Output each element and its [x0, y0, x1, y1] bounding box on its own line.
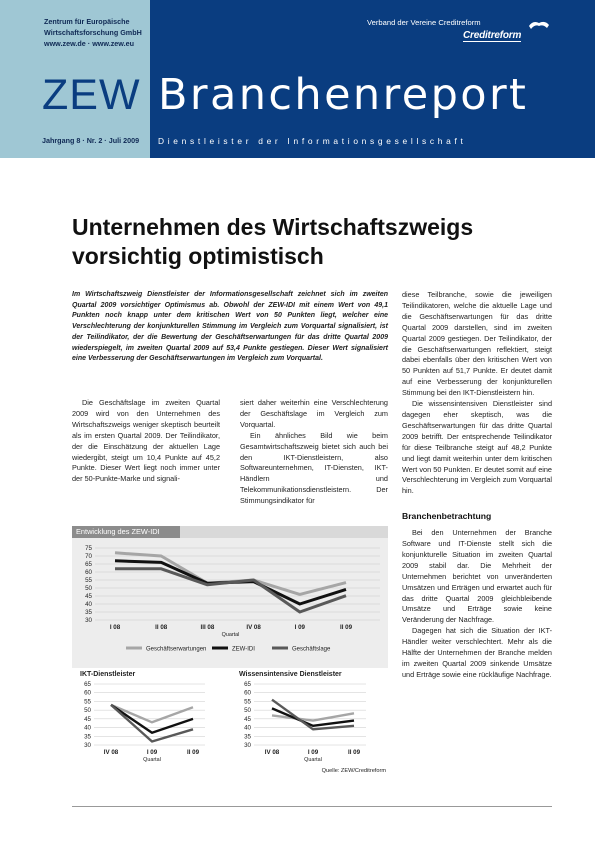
chart-wissensintensive: [239, 671, 366, 763]
chart-zew-idi: [85, 545, 380, 638]
col2-paragraph-1: siert daher weiterhin eine Verschlechterung der Geschäftslage im Vergleich zum Vorquartal.: [240, 398, 388, 429]
y-tick-label: 70: [85, 553, 92, 560]
chart-ikt-title: IKT-Dienstleister: [80, 671, 136, 678]
section-heading-branchenbetrachtung: Branchenbetrachtung: [402, 511, 492, 522]
verband-label: Verband der Vereine Creditreform: [367, 18, 481, 27]
x-tick-label: II 08: [155, 624, 168, 631]
creditreform-logo-word: Creditreform: [463, 30, 522, 41]
y-tick-label: 35: [85, 609, 92, 616]
x-tick-label: IV 08: [264, 749, 280, 756]
x-tick-label: I 08: [109, 624, 121, 631]
zew-wordmark: ZEW: [42, 71, 141, 119]
x-tick-label: II 09: [347, 749, 361, 756]
y-tick-label: 50: [244, 707, 251, 715]
x-axis-label: Quartal: [143, 757, 161, 763]
headline-line2: vorsichtig optimistisch: [72, 243, 324, 269]
y-tick-label: 60: [244, 689, 251, 697]
y-tick-label: 35: [244, 733, 251, 741]
chart-title: Entwicklung des ZEW-IDI: [72, 526, 180, 538]
x-tick-label: I 09: [294, 624, 305, 631]
col3-paragraph-2: Die wissensintensiven Dienstleister sind dagegen eher skeptisch, was die Geschäftserwartungen für das dritte Quartal 2009 betrifft. Der entsprechende Teilindikator für diese Teilbranche steigt auf 48,2 Punkte und liegt damit weiterhin unter dem kritischen Wert von 50 Punkten. Er deutet somit auf eine Verschlechterung im Vergleich zum Vorquartal hin.: [402, 399, 552, 496]
col3-paragraph-3: Bei den Unternehmen der Branche Software und IT-Dienste stellt sich die konjunkturelle Situation im zweiten Quartal 2009 stabil dar. Die Mehrheit der Unternehmen berichtet von unveränderten Umsätzen und Erträgen und erwartet auch für das dritte Quartal 2009 gleichbleibende Umsätze und Erträge sowie keine Veränderung der Nachfrage.: [402, 528, 552, 625]
legend-label-1: ZEW-IDI: [232, 646, 255, 653]
y-tick-label: 55: [244, 698, 251, 706]
y-tick-label: 40: [244, 724, 251, 732]
y-tick-label: 55: [85, 577, 92, 584]
y-tick-label: 45: [244, 715, 251, 723]
headline-line1: Unternehmen des Wirtschaftszweigs: [72, 214, 474, 240]
report-title: Branchenreport: [158, 70, 529, 120]
y-tick-label: 60: [85, 569, 92, 576]
x-tick-label: I 09: [307, 749, 319, 756]
chart-source: Quelle: ZEW/Creditreform: [321, 768, 386, 774]
chart-legend: [126, 647, 331, 653]
legend-label-0: Geschäftserwartungen: [146, 646, 207, 653]
x-axis-label: Quartal: [304, 757, 322, 763]
legend-label-2: Geschäftslage: [292, 646, 331, 653]
y-tick-label: 30: [85, 617, 92, 624]
col2-paragraph-2: Ein ähnliches Bild wie beim Gesamtwirtschaftszweig bietet sich auch bei den IKT-Dienstleistern, also Softwareunternehmen, IT-Diensten, IKT-Händlern und Telekommunikationsdienstleistern. Der Stimmungsindikator für: [240, 430, 388, 506]
col1-paragraph: Die Geschäftslage im zweiten Quartal 2009 wird von den Unternehmen des Wirtschaftszweigs weniger skeptisch beurteilt als im ersten Quartal 2009. Der Teilindikator, der die Einschätzung der aktuellen Lage wiedergibt, steigt um 10,4 Punkte auf 45,2 Punkte. Dieser Wert liegt noch immer unter der 50-Punkte-Marke und signali-: [72, 398, 220, 484]
chart-ikt-dienstleister: [80, 671, 205, 763]
y-tick-label: 30: [244, 742, 251, 749]
org-website[interactable]: www.zew.de · www.zew.eu: [44, 39, 134, 48]
y-tick-label: 50: [84, 707, 91, 715]
y-tick-label: 50: [85, 585, 92, 592]
x-tick-label: IV 08: [246, 624, 261, 631]
col3-paragraph-1: diese Teilbranche, sowie die jeweiligen Teilindikatoren, welche die aktuelle Lage und die Geschäftserwartungen für das dritte Quartal 2009 darstellen, sind im zweiten Quartal 2009 gestiegen. Der Teilindikator, der die Geschäftserwartungen reflektiert, steigt dabei ebenfalls über den kritischen Wert von 50 Punkten auf 51,7 Punkte. Er deutet damit auf eine Verbesserung der konjunkturellen Stimmung bei den IKT-Dienstleistern hin.: [402, 290, 552, 398]
bottom-rule: [72, 806, 552, 807]
x-tick-label: I 09: [146, 749, 158, 756]
x-axis-label: Quartal: [221, 632, 240, 638]
y-tick-label: 55: [84, 698, 91, 706]
y-tick-label: 40: [85, 601, 92, 608]
y-tick-label: 35: [84, 733, 91, 741]
report-subtitle: Dienstleister der Informationsgesellschaft: [158, 136, 467, 146]
y-tick-label: 65: [244, 681, 251, 688]
y-tick-label: 45: [84, 715, 91, 723]
x-tick-label: II 09: [186, 749, 200, 756]
org-name-line1: Zentrum für Europäische: [44, 17, 130, 26]
y-tick-label: 30: [84, 742, 91, 749]
x-tick-label: II 09: [339, 624, 353, 631]
org-name-line2: Wirtschaftsforschung GmbH: [44, 28, 142, 37]
y-tick-label: 65: [85, 561, 92, 568]
chart-wiss-title: Wissensintensive Dienstleister: [239, 671, 342, 678]
issue-info: Jahrgang 8 · Nr. 2 · Juli 2009: [42, 136, 140, 145]
article-lead: Im Wirtschaftszweig Dienstleister der Informationsgesellschaft zeichnet sich im zweiten Quartal 2009 vorsichtiger Optimismus ab. Obwohl der ZEW-IDI mit einem Wert von 49,1 Punkten noch knapp unter dem kritischen Wert von 50 Punkten liegt, welcher eine Verschlechterung der konjunkturellen Stimmung im Vergleich zum Vorquartal signalisiert, ist der Teilindikator, der die Bewertung der Geschäftserwartungen für das dritte Quartal 2009 wiederspiegelt, im zweiten Quartal 2009 auf 53,4 Punkte gestiegen. Dieser Wert signalisiert eine Verbesserung der Geschäftserwartungen im Vergleich zum Vorquartal.: [72, 291, 388, 363]
y-tick-label: 65: [84, 681, 91, 688]
y-tick-label: 75: [85, 545, 92, 552]
y-tick-label: 60: [84, 689, 91, 697]
x-tick-label: IV 08: [103, 749, 119, 756]
col3-paragraph-4: Dagegen hat sich die Situation der IKT-Händler weiter verschlechtert. Mehr als die Hälfte der Unternehmen der Branche melden im zweiten Quartal 2009 sinkende Umsätze und Erträge sowie eine rückläufige Nachfrage.: [402, 626, 552, 679]
y-tick-label: 40: [84, 724, 91, 732]
y-tick-label: 45: [85, 593, 92, 600]
x-tick-label: III 08: [200, 624, 215, 631]
